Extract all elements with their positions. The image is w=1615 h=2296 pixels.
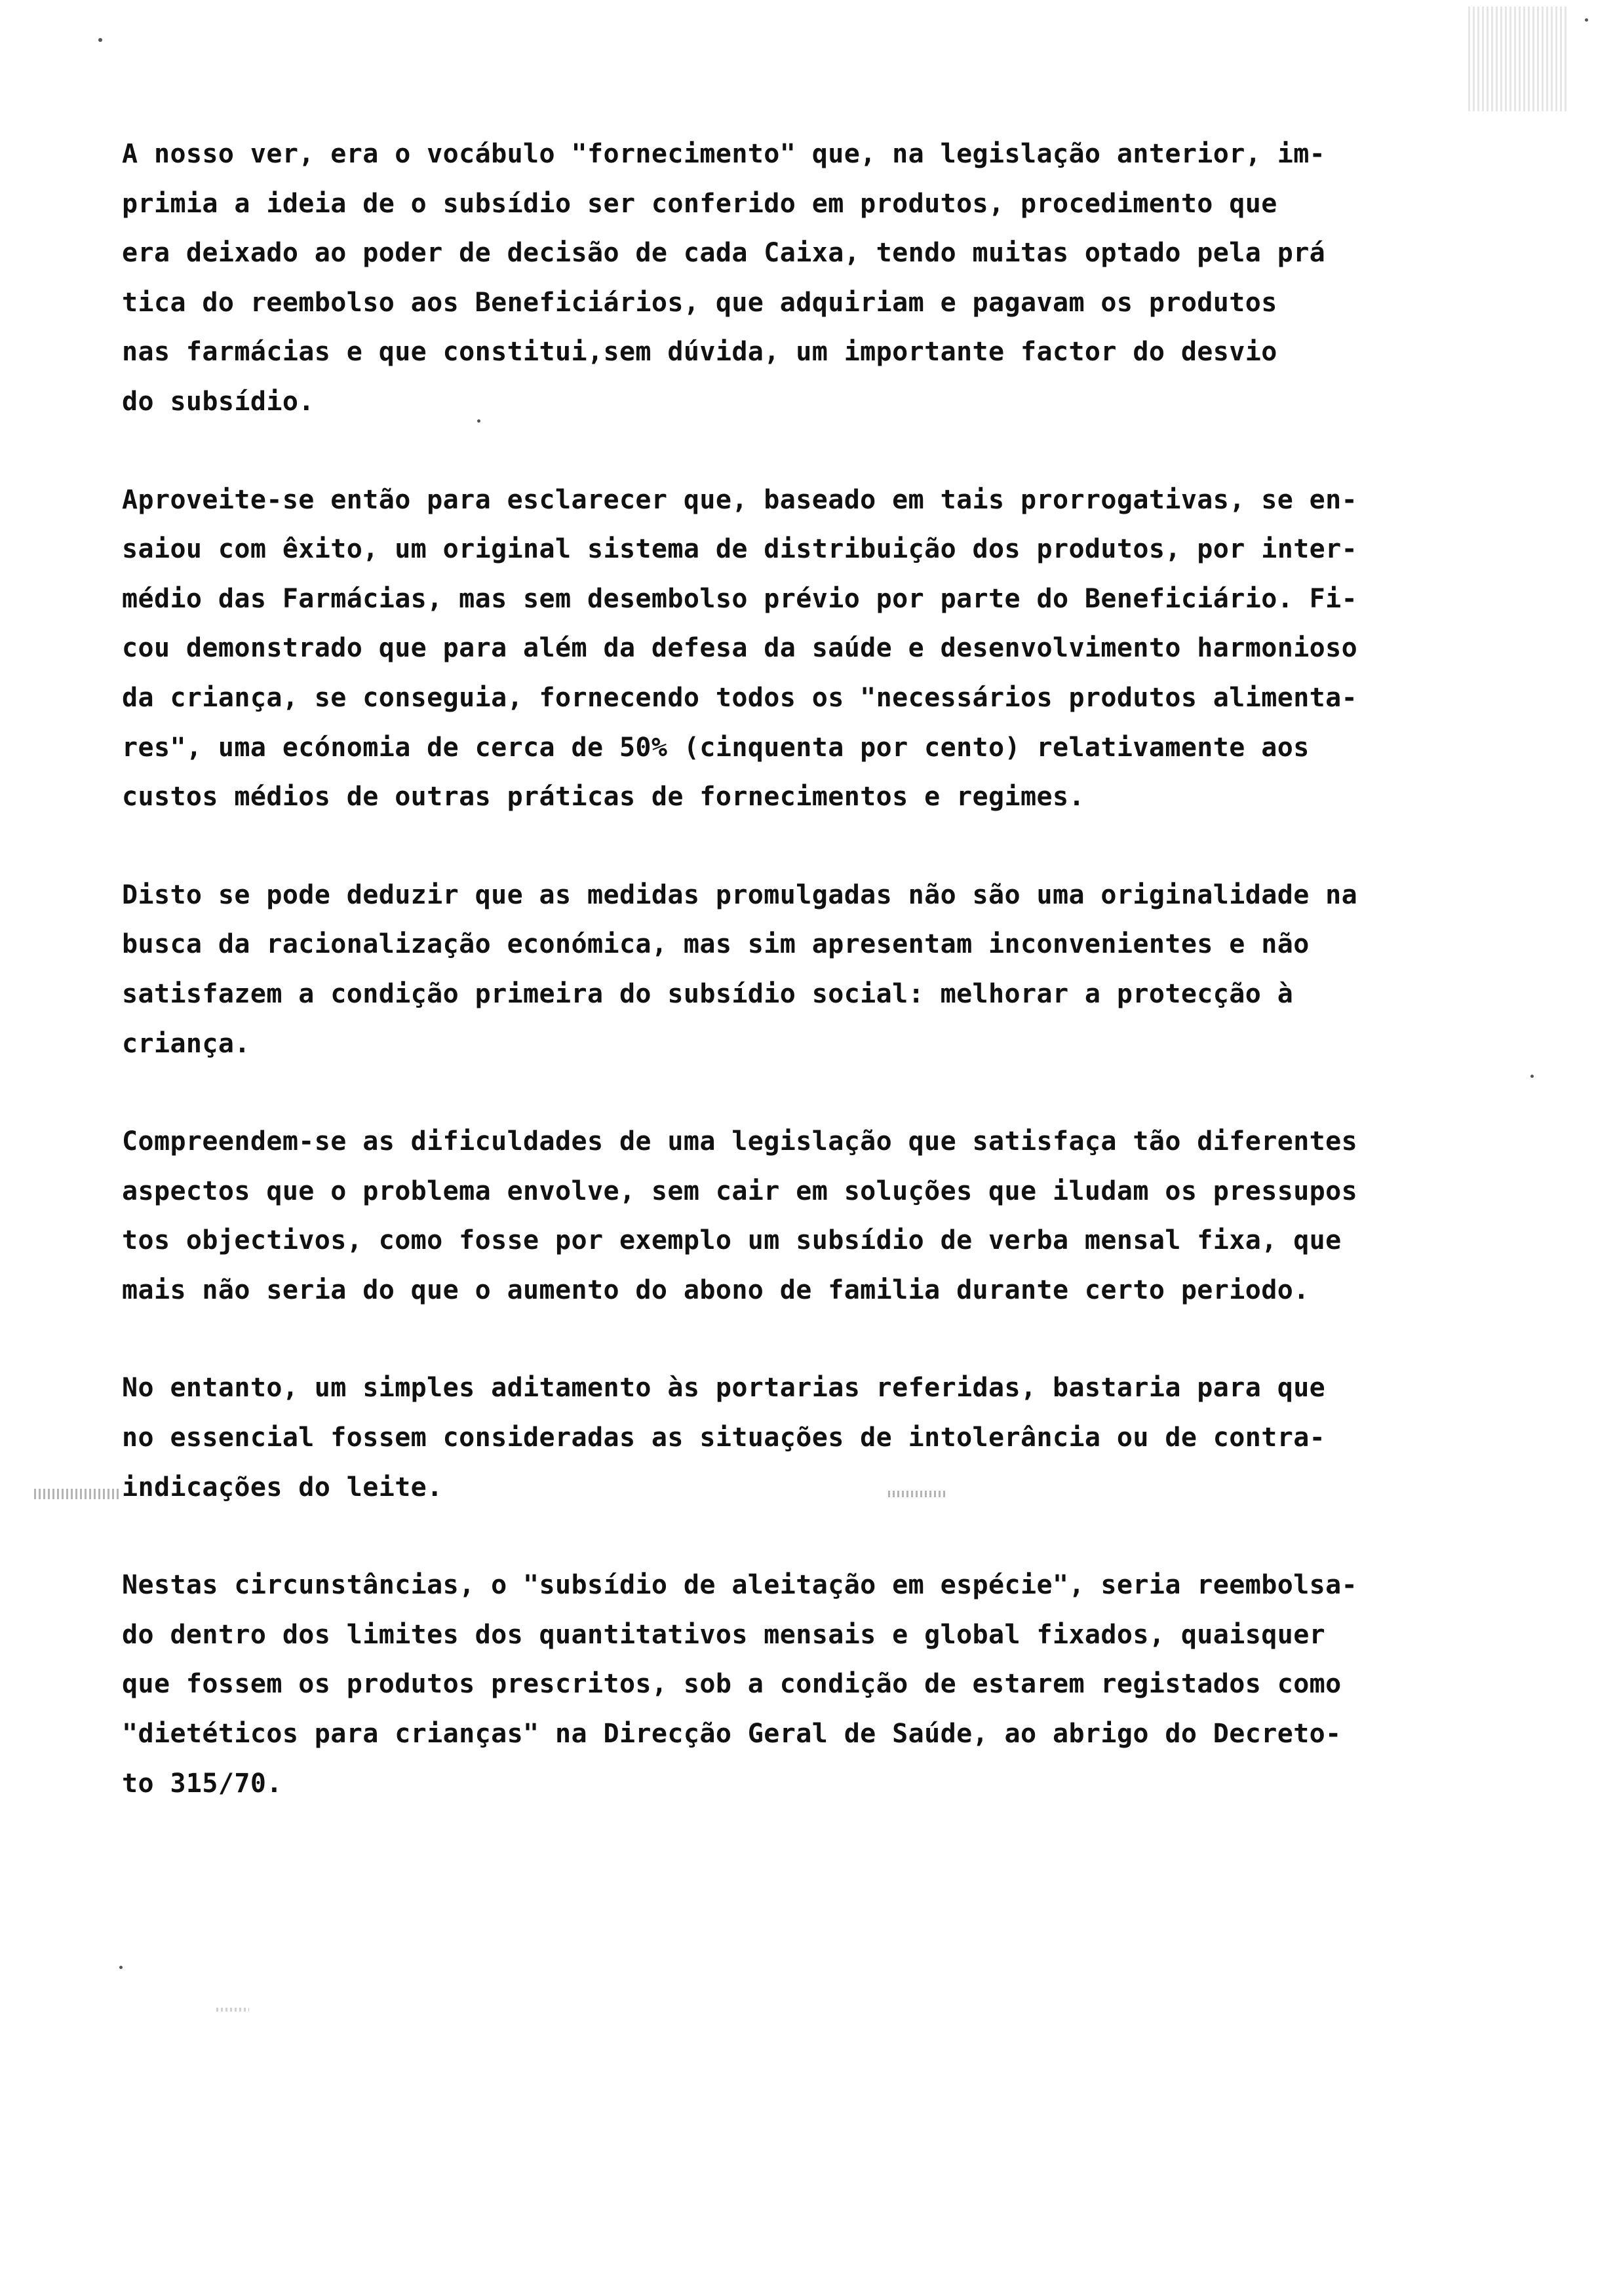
text-line: aspectos que o problema envolve, sem cair em soluções que iludam os pressupos	[122, 1176, 1358, 1206]
paragraph	[122, 1364, 1531, 1512]
scan-speck	[98, 38, 102, 42]
text-line: do subsídio.	[122, 386, 315, 417]
text-line: No entanto, um simples aditamento às portarias referidas, bastaria para que	[122, 1373, 1326, 1404]
paragraph	[122, 130, 1531, 427]
text-line: criança.	[122, 1028, 250, 1059]
text-line: tos objectivos, como fosse por exemplo um subsídio de verba mensal fixa, que	[122, 1225, 1342, 1256]
text-line: Compreendem-se as dificuldades de uma legislação que satisfaça tão diferentes	[122, 1126, 1358, 1157]
text-line: primia a ideia de o subsídio ser conferido em produtos, procedimento que	[122, 188, 1277, 219]
scan-smudge	[34, 1489, 119, 1499]
text-line: no essencial fossem consideradas as situações de intolerância ou de contra-	[122, 1423, 1326, 1453]
text-line: tica do reembolso aos Beneficiários, que adquiriam e pagavam os produtos	[122, 287, 1277, 318]
document-body	[122, 130, 1531, 1857]
text-line: Disto se pode deduzir que as medidas promulgadas não são uma originalidade na	[122, 879, 1358, 910]
text-line: nas farmácias e que constitui,sem dúvida, um importante factor do desvio	[122, 337, 1277, 368]
paragraph	[122, 1117, 1531, 1315]
text-line: to 315/70.	[122, 1768, 282, 1799]
text-line: saiou com êxito, um original sistema de distribuição dos produtos, por inter-	[122, 534, 1358, 565]
paragraph	[122, 1561, 1531, 1808]
scan-speck	[119, 1966, 123, 1969]
paragraph	[122, 871, 1531, 1069]
text-line: era deixado ao poder de decisão de cada Caixa, tendo muitas optado pela prá	[122, 238, 1326, 269]
text-line: médio das Farmácias, mas sem desembolso prévio por parte do Beneficiário. Fi-	[122, 583, 1358, 614]
scan-smudge	[1468, 7, 1566, 111]
text-line: mais não seria do que o aumento do abono de familia durante certo periodo.	[122, 1274, 1310, 1305]
scan-smudge	[216, 2008, 249, 2012]
text-line: satisfazem a condição primeira do subsídio social: melhorar a protecção à	[122, 978, 1294, 1009]
text-line: "dietéticos para crianças" na Direcção Geral de Saúde, ao abrigo do Decreto-	[122, 1719, 1342, 1750]
text-line: da criança, se conseguia, fornecendo todos os "necessários produtos alimenta-	[122, 682, 1358, 713]
paragraph	[122, 476, 1531, 822]
text-line: Aproveite-se então para esclarecer que, baseado em tais prorrogativas, se en-	[122, 484, 1358, 515]
text-line: busca da racionalização económica, mas sim apresentam inconvenientes e não	[122, 929, 1310, 960]
scan-speck	[1585, 18, 1588, 22]
text-line: do dentro dos limites dos quantitativos mensais e global fixados, quaisquer	[122, 1619, 1326, 1650]
text-line: custos médios de outras práticas de fornecimentos e regimes.	[122, 782, 1085, 813]
text-line: cou demonstrado que para além da defesa da saúde e desenvolvimento harmonioso	[122, 633, 1358, 664]
text-line: A nosso ver, era o vocábulo "fornecimento" que, na legislação anterior, im-	[122, 139, 1326, 169]
text-line: Nestas circunstâncias, o "subsídio de aleitação em espécie", seria reembolsa-	[122, 1570, 1358, 1601]
text-line: indicações do leite.	[122, 1472, 443, 1502]
text-line: res", uma ecónomia de cerca de 50% (cinquenta por cento) relativamente aos	[122, 732, 1310, 763]
text-line: que fossem os produtos prescritos, sob a condição de estarem registados como	[122, 1669, 1342, 1700]
